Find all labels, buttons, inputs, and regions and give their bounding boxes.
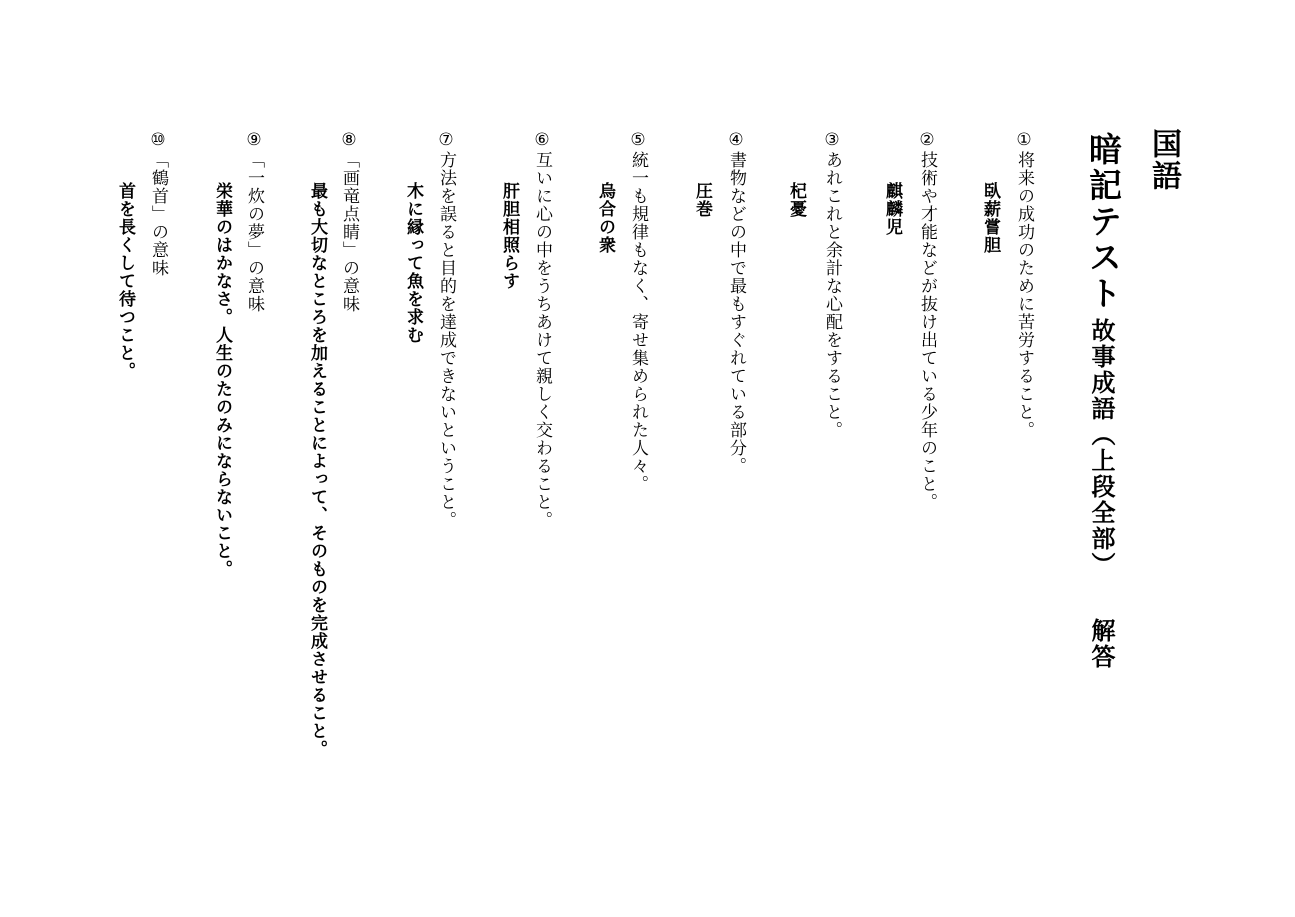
answer-6: 肝胆相照らす bbox=[499, 182, 519, 290]
question-10: ⑩「鶴首」の意味 bbox=[148, 130, 168, 277]
question-5: ⑤統一も規律もなく、寄せ集められた人々。 bbox=[628, 130, 648, 493]
question-7: ⑦方法を誤ると目的を達成できないということ。 bbox=[436, 130, 456, 529]
answer-label: 解答 bbox=[1087, 618, 1115, 670]
answer-7: 木に縁って魚を求む bbox=[403, 182, 423, 344]
page-title: 暗記テスト bbox=[1084, 132, 1123, 312]
subject-heading: 国語 bbox=[1146, 128, 1181, 192]
question-3: ③あれこれと余計な心配をすること。 bbox=[822, 130, 842, 439]
answer-5: 烏合の衆 bbox=[595, 182, 615, 254]
question-6: ⑥互いに心の中をうちあけて親しく交わること。 bbox=[532, 130, 552, 529]
question-8: ⑧「画竜点睛」の意味 bbox=[339, 130, 359, 313]
answer-3: 杞憂 bbox=[786, 182, 806, 218]
page-subtitle: 故事成語（上段全部） bbox=[1087, 318, 1115, 578]
question-9: ⑨「一炊の夢」の意味 bbox=[244, 130, 264, 313]
question-2: ②技術や才能などが抜け出ている少年のこと。 bbox=[917, 130, 937, 511]
answer-1: 臥薪嘗胆 bbox=[980, 182, 1000, 254]
question-1: ①将来の成功のために苦労すること。 bbox=[1014, 130, 1034, 439]
answer-4: 圧巻 bbox=[692, 182, 712, 218]
answer-8: 最も大切なところを加えることによって、そのものを完成させること。 bbox=[307, 182, 327, 758]
answer-2: 麒麟児 bbox=[882, 182, 902, 236]
answer-10: 首を長くして待つこと。 bbox=[115, 182, 135, 380]
question-4: ④書物などの中で最もすぐれている部分。 bbox=[726, 130, 746, 475]
answer-9: 栄華のはかなさ。人生のたのみにならないこと。 bbox=[212, 182, 232, 578]
